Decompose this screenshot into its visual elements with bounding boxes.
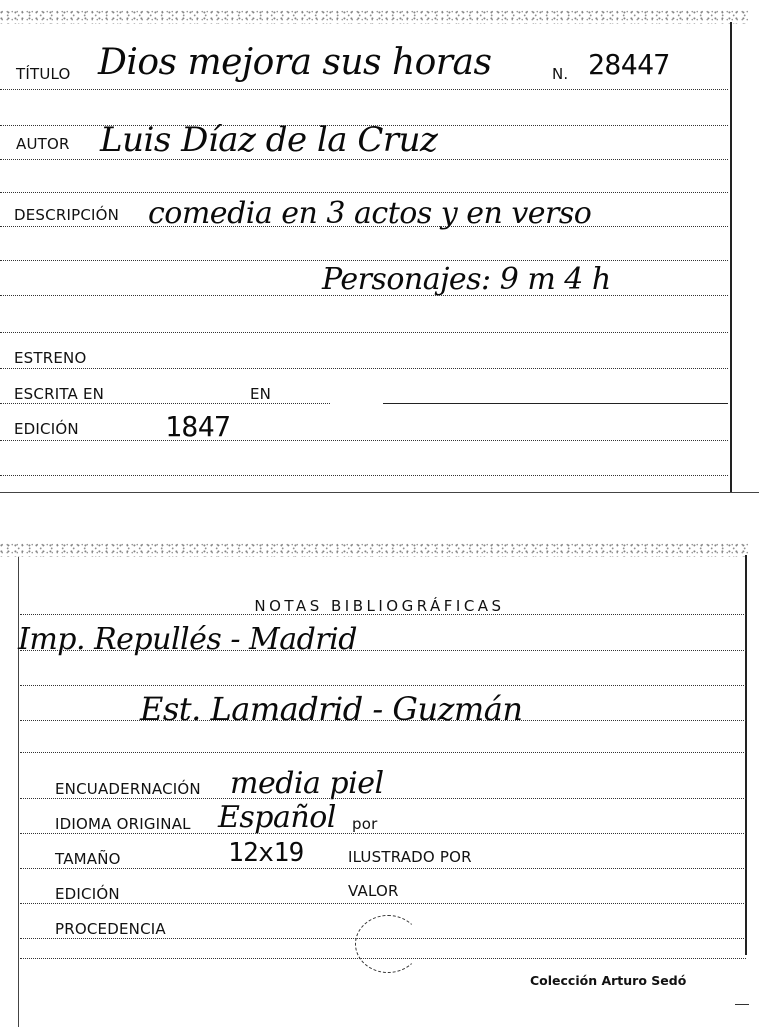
card-right-border	[745, 555, 747, 955]
heading-rule	[20, 614, 746, 615]
descripcion-label: DESCRIPCIÓN	[14, 206, 120, 224]
autor-value: Luis Díaz de la Cruz	[100, 120, 438, 160]
escrita-en-label: ESCRITA EN	[14, 385, 105, 403]
encuadernacion-label: ENCUADERNACIÓN	[55, 780, 201, 798]
blank-rule	[0, 475, 728, 476]
tamano-rule	[20, 868, 746, 869]
card-right-border	[730, 22, 732, 492]
idioma-value: Español	[218, 800, 336, 835]
blank-rule	[20, 752, 746, 753]
escrita-en-rule	[0, 403, 330, 404]
titulo-rule	[0, 89, 728, 90]
edicion2-rule	[20, 903, 746, 904]
notas-heading: NOTAS BIBLIOGRÁFICAS	[254, 597, 505, 615]
edicion-value: 1847	[165, 410, 231, 443]
estreno-rule	[0, 368, 728, 369]
idioma-rule	[20, 833, 746, 834]
corner-mark	[735, 1004, 749, 1005]
blank-rule	[20, 685, 746, 686]
nota-line-1: Imp. Repullés - Madrid	[18, 622, 357, 657]
numero-value: 28447	[588, 48, 670, 81]
nota-line-2: Est. Lamadrid - Guzmán	[140, 690, 523, 728]
blank-rule	[0, 295, 728, 296]
ilustrado-label: ILUSTRADO POR	[348, 848, 472, 866]
numero-label: N.	[552, 65, 569, 83]
personajes-value: Personajes: 9 m 4 h	[322, 262, 611, 297]
nota-rule	[20, 650, 746, 651]
tamano-label: TAMAÑO	[55, 850, 121, 868]
card-separator	[0, 492, 759, 493]
blank-rule	[0, 260, 728, 261]
estreno-label: ESTRENO	[14, 349, 87, 367]
edicion2-label: EDICIÓN	[55, 885, 120, 903]
encuadernacion-rule	[20, 798, 746, 799]
card-edge-texture	[0, 10, 749, 24]
descripcion-rule	[0, 226, 728, 227]
por-label: por	[352, 815, 378, 833]
nota-rule	[20, 720, 746, 721]
card-edge-texture	[0, 543, 749, 557]
tamano-value: 12x19	[228, 838, 304, 868]
autor-label: AUTOR	[16, 135, 70, 153]
titulo-value: Dios mejora sus horas	[98, 42, 492, 83]
valor-label: VALOR	[348, 882, 399, 900]
blank-rule	[0, 192, 728, 193]
edicion-rule	[0, 440, 728, 441]
autor-rule	[0, 159, 728, 160]
faded-stamp-mark	[355, 915, 421, 973]
en-rule	[383, 403, 728, 404]
titulo-label: TÍTULO	[16, 65, 71, 83]
edicion-label: EDICIÓN	[14, 420, 79, 438]
encuadernacion-value: media piel	[230, 766, 384, 801]
procedencia-label: PROCEDENCIA	[55, 920, 166, 938]
en-label: EN	[250, 385, 272, 403]
idioma-label: IDIOMA ORIGINAL	[55, 815, 191, 833]
blank-rule	[0, 332, 728, 333]
coleccion-label: Colección Arturo Sedó	[530, 973, 687, 988]
descripcion-value: comedia en 3 actos y en verso	[148, 196, 592, 231]
